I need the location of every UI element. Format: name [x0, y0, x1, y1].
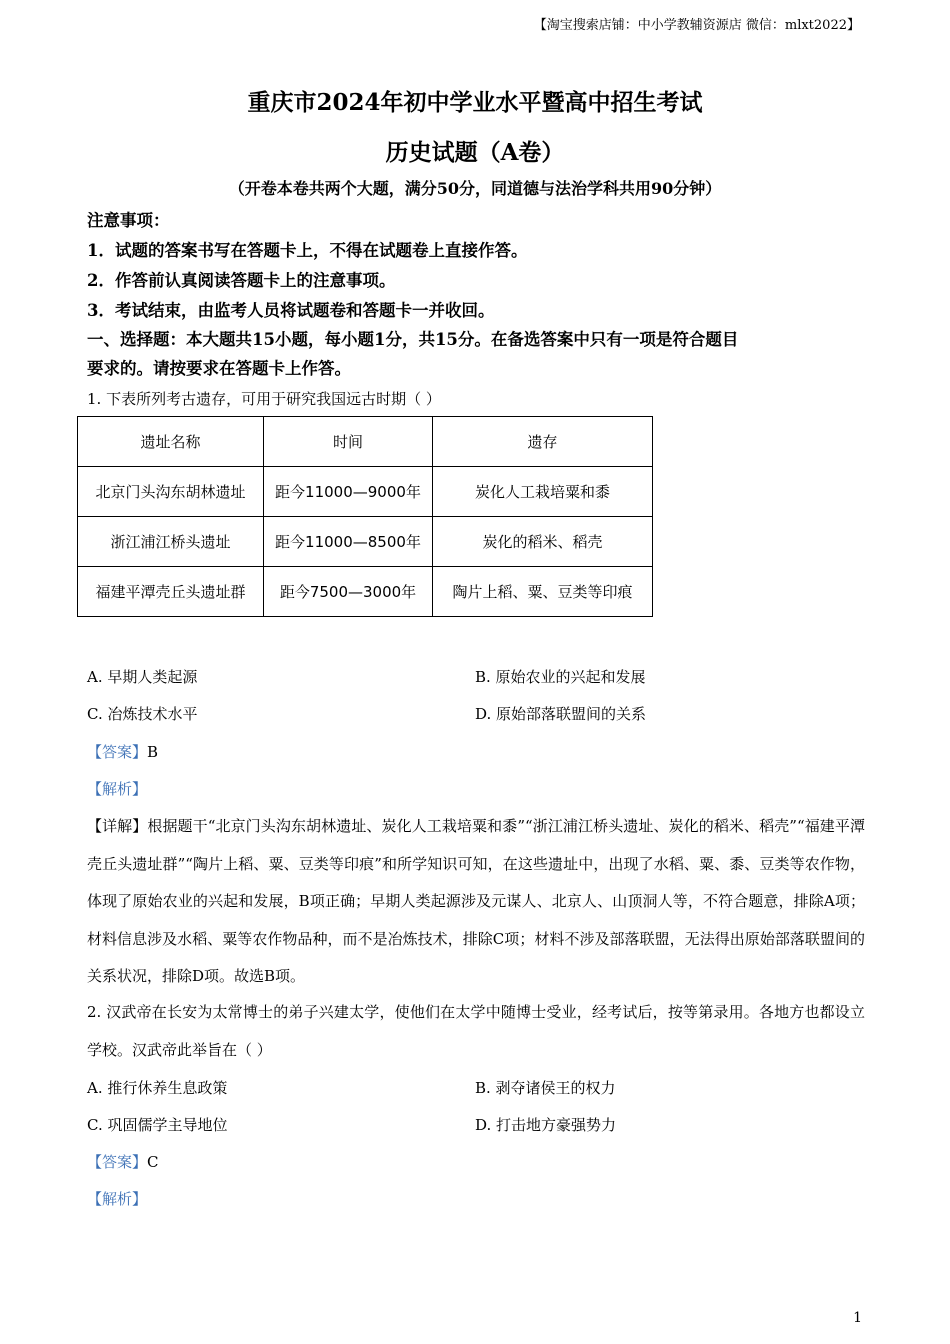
section-heading-cont: 要求的。请按要求在答题卡上作答。: [87, 359, 351, 378]
q2-option-c: C. 巩固儒学主导地位: [87, 1116, 228, 1134]
q2-answer: [87, 1151, 159, 1172]
table-cell: 陶片上稻、粟、豆类等印痕: [433, 567, 653, 617]
table-cell: 距今7500—3000年: [264, 567, 433, 617]
notice-heading: 注意事项：: [87, 211, 170, 230]
table-cell: 北京门头沟东胡林遗址: [78, 467, 264, 517]
table-cell: 炭化人工栽培粟和黍: [433, 467, 653, 517]
answer-value: C: [147, 1153, 159, 1171]
exam-subtitle: 历史试题（A卷）: [385, 139, 565, 166]
table-cell: 距今11000—9000年: [264, 467, 433, 517]
answer-label: 【答案】: [87, 743, 148, 761]
table-cell: 炭化的稻米、稻壳: [433, 517, 653, 567]
q2-option-a: A. 推行休养生息政策: [87, 1079, 228, 1097]
q1-analysis-label: 【解析】: [87, 780, 148, 798]
q2-option-b: B. 剥夺诸侯王的权力: [475, 1079, 616, 1097]
table-cell: 距今11000—8500年: [264, 517, 433, 567]
q2-option-d: D. 打击地方豪强势力: [475, 1116, 617, 1134]
q1-answer: [87, 741, 158, 762]
relics-table: [77, 416, 653, 617]
table-row: [78, 567, 653, 617]
detail-label: 【详解】: [87, 817, 148, 835]
exam-title: 重庆市2024年初中学业水平暨高中招生考试: [247, 89, 703, 116]
answer-label: 【答案】: [87, 1153, 148, 1171]
notice-item: 1．试题的答案书写在答题卡上，不得在试题卷上直接作答。: [87, 241, 528, 260]
page-number: 1: [853, 1310, 862, 1326]
table-row: [78, 517, 653, 567]
table-header-cell: 遗存: [433, 417, 653, 467]
table-header-cell: 时间: [264, 417, 433, 467]
q1-stem: 1. 下表所列考古遗存，可用于研究我国远古时期（ ）: [87, 390, 441, 408]
table-row: [78, 467, 653, 517]
section-heading: 一、选择题：本大题共15小题，每小题1分，共15分。在备选答案中只有一项是符合题目: [87, 330, 739, 349]
q1-option-a: A. 早期人类起源: [87, 668, 198, 686]
q2-stem: 2. 汉武帝在长安为太常博士的弟子兴建太学，使他们在太学中随博士受业，经考试后，按等第录用。各地方也都设立学校。汉武帝此举旨在（ ）: [87, 1003, 865, 1059]
q1-detail: [87, 808, 865, 996]
table-header-row: [78, 417, 653, 467]
header-note: 【淘宝搜索店铺：中小学教辅资源店 微信：mlxt2022】: [533, 18, 860, 33]
q1-option-b: B. 原始农业的兴起和发展: [475, 668, 646, 686]
table-header-cell: 遗址名称: [78, 417, 264, 467]
q2-analysis-label: 【解析】: [87, 1190, 148, 1208]
notice-item: 3．考试结束，由监考人员将试题卷和答题卡一并收回。: [87, 301, 495, 320]
detail-text: 根据题干“北京门头沟东胡林遗址、炭化人工栽培粟和黍”“浙江浦江桥头遗址、炭化的稻米、稻壳”“福建平潭壳丘头遗址群”“陶片上稻、粟、豆类等印痕”和所学知识可知，在这些遗址中，出现了水稻、粟、黍、豆类等农作物，体现了原始农业的兴起和发展，B项正确；早期人类起源涉及元谋人、北京人、山顶洞人等，不符合题意，排除A项；材料信息涉及水稻、粟等农作物品种，而不是冶炼技术，排除C项；材料不涉及部落联盟，无法得出原始部落联盟间的关系状况，排除D项。故选B项。: [87, 817, 865, 985]
table-cell: 福建平潭壳丘头遗址群: [78, 567, 264, 617]
notice-item: 2．作答前认真阅读答题卡上的注意事项。: [87, 271, 396, 290]
q1-option-d: D. 原始部落联盟间的关系: [475, 705, 647, 723]
answer-value: B: [147, 743, 159, 761]
exam-note: （开卷本卷共两个大题，满分50分，同道德与法治学科共用90分钟）: [228, 179, 722, 198]
q1-option-c: C. 冶炼技术水平: [87, 705, 198, 723]
table-cell: 浙江浦江桥头遗址: [78, 517, 264, 567]
